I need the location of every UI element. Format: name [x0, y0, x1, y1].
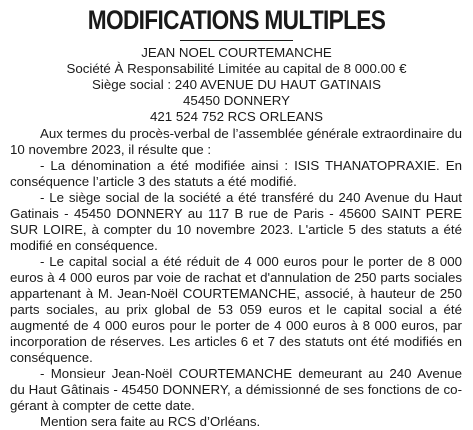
company-name: JEAN NOEL COURTEMANCHE — [141, 45, 332, 60]
title-underline — [180, 40, 293, 41]
paragraph-manager-resignation: - Monsieur Jean-Noël COURTEMANCHE demeurant au 240 Avenue du Haut Gâtinais - 45450 DONNERY, a démissionné de ses fonctions de co-gérant à compter de cette date. — [10, 366, 462, 413]
paragraph-capital-change: - Le capital social a été réduit de 4 000 euros pour le porter de 8 000 euros à 4 000 euros par voie de rachat et d'annulation de 250 parts sociales appartenant à M. Jean-Noël COURTEMANCHE, associé, à hauteur de 250 parts sociales, au prix global de 53 059 euros et le capital social a été augmenté de 4 000 euros pour le porter de 4 000 euros à 8 000 euros, par incorporation de réserves. Les articles 6 et 7 des statuts ont été modifiés en conséquence. — [10, 254, 462, 365]
paragraph-intro: Aux termes du procès-verbal de l’assemblée générale extraordinaire du 10 novembre 2023, il résulte que : — [10, 126, 462, 157]
paragraph-seat-transfer: - Le siège social de la société a été transféré du 240 Avenue du Haut Gatinais - 45450 DONNERY au 117 B rue de Paris - 45600 SAINT PERE SUR LOIRE, à compter du 10 novembre 2023. L'article 5 des statuts a été modifié en conséquence. — [10, 190, 462, 253]
company-rcs: 421 524 752 RCS ORLEANS — [150, 109, 323, 124]
company-header — [0, 45, 473, 125]
paragraph-rcs-mention: Mention sera faite au RCS d’Orléans. — [40, 414, 261, 429]
paragraph-name-change: - La dénomination a été modifiée ainsi : ISIS THANATOPRAXIE. En conséquence l’article 3 des statuts a été modifié. — [10, 158, 462, 189]
notice-body — [10, 126, 462, 430]
company-postal-code: 45450 DONNERY — [183, 93, 290, 108]
company-legal-form: Société À Responsabilité Limitée au capital de 8 000.00 € — [66, 61, 407, 76]
notice-title: MODIFICATIONS MULTIPLES — [87, 5, 386, 35]
company-seat: Siège social : 240 AVENUE DU HAUT GATINAIS — [92, 77, 381, 92]
